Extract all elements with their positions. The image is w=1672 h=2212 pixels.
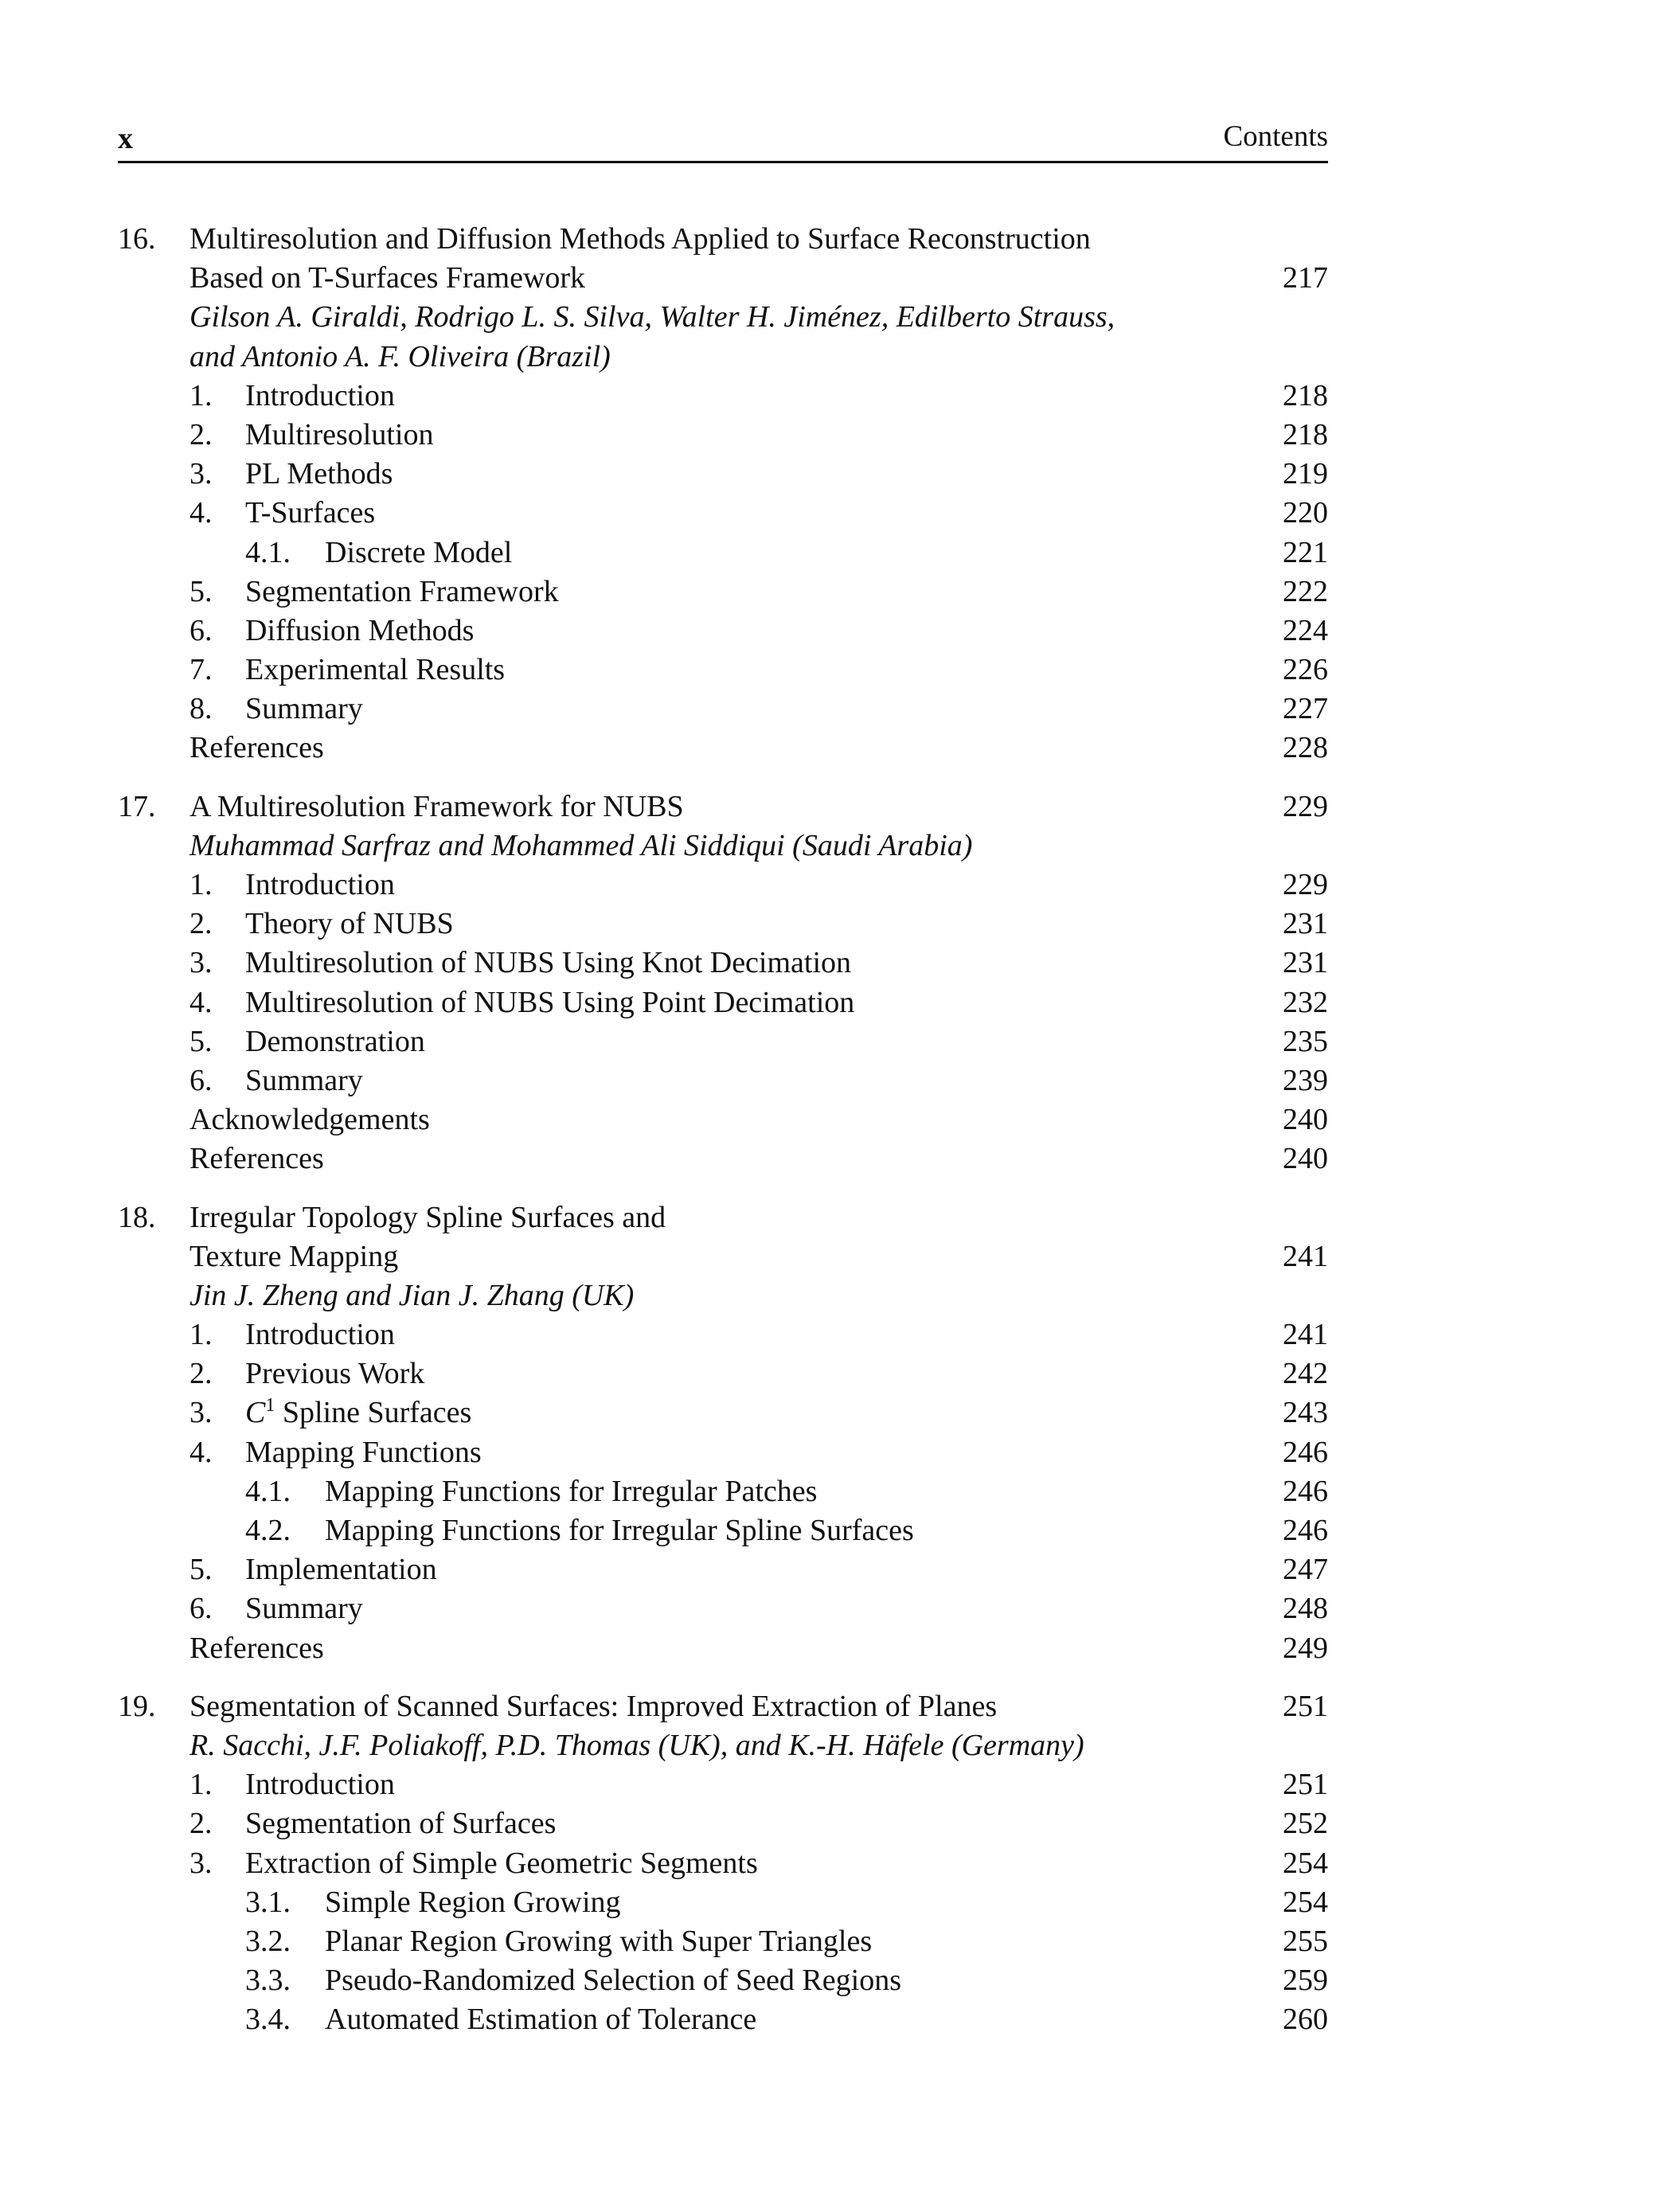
section-number: 3.: [189, 1846, 213, 1880]
toc-entry: [118, 612, 1328, 651]
chapter-title-continued: Texture Mapping: [189, 1239, 399, 1273]
section-page: 218: [1283, 417, 1328, 451]
subsection-page: 246: [1283, 1474, 1328, 1508]
section-page: 220: [1283, 496, 1328, 530]
section-title: Extraction of Simple Geometric Segments: [245, 1846, 758, 1880]
chapter-page: 251: [1283, 1689, 1328, 1723]
section-title: Summary: [245, 1592, 363, 1626]
subsection-number: 4.1.: [245, 1474, 291, 1508]
chapter-authors-row: [118, 827, 1328, 866]
subsection-page: 254: [1283, 1885, 1328, 1919]
chapter-16: [118, 220, 1328, 768]
chapter-title-row: [118, 1198, 1328, 1237]
acknowledgements-label: Acknowledgements: [189, 1103, 430, 1137]
section-title: Mapping Functions: [245, 1435, 482, 1469]
toc-entry: [118, 905, 1328, 944]
toc-entry: [118, 1804, 1328, 1843]
chapter-authors: R. Sacchi, J.F. Poliakoff, P.D. Thomas (UK), and K.-H. Häfele (Germany): [189, 1728, 1084, 1762]
chapter-title-row: [118, 787, 1328, 827]
section-number: 6.: [189, 1592, 213, 1626]
section-number: 1.: [189, 868, 213, 901]
references-label: References: [189, 731, 324, 765]
section-page: 242: [1283, 1357, 1328, 1391]
references-entry: [118, 729, 1328, 768]
chapter-19: [118, 1687, 1328, 2040]
toc-subentry: [118, 2000, 1328, 2039]
section-page: 254: [1283, 1846, 1328, 1880]
section-number: 4.: [189, 985, 213, 1019]
section-title: Introduction: [245, 378, 395, 412]
chapter-authors-row: [118, 298, 1328, 337]
chapter-title-continued: Based on T-Surfaces Framework: [189, 261, 586, 295]
toc-entry: [118, 1393, 1328, 1432]
acknowledgements-page: 240: [1283, 1103, 1328, 1137]
section-page: 227: [1283, 692, 1328, 726]
section-number: 3.: [189, 946, 213, 980]
section-title: Previous Work: [245, 1357, 425, 1391]
page-numeral: x: [118, 122, 133, 155]
toc-entry: [118, 416, 1328, 455]
section-title: T-Surfaces: [245, 496, 376, 530]
toc-entry: [118, 983, 1328, 1022]
section-title: Demonstration: [245, 1024, 425, 1058]
section-number: 3.: [189, 1396, 213, 1430]
math-symbol-c: C: [245, 1396, 266, 1430]
section-title: Experimental Results: [245, 653, 506, 687]
section-number: 5.: [189, 1024, 213, 1058]
toc-entry: [118, 573, 1328, 612]
section-page: 226: [1283, 653, 1328, 687]
chapter-title: Segmentation of Scanned Surfaces: Improved Extraction of Planes: [189, 1689, 998, 1723]
section-page: 252: [1283, 1807, 1328, 1841]
toc-subentry: [118, 533, 1328, 573]
section-title: Implementation: [245, 1553, 437, 1587]
section-page: 231: [1283, 907, 1328, 941]
subsection-number: 4.2.: [245, 1514, 291, 1547]
chapter-authors: Muhammad Sarfraz and Mohammed Ali Siddiqui (Saudi Arabia): [189, 828, 973, 862]
subsection-title: Mapping Functions for Irregular Patches: [325, 1474, 818, 1508]
references-label: References: [189, 1142, 324, 1176]
running-header: [118, 118, 1328, 161]
section-title: Spline Surfaces: [282, 1396, 472, 1430]
chapter-page: 217: [1283, 261, 1328, 295]
toc-subentry: [118, 1511, 1328, 1550]
toc-entry: [118, 690, 1328, 729]
section-number: 2.: [189, 1807, 213, 1841]
section-page: 251: [1283, 1768, 1328, 1802]
section-page: 239: [1283, 1063, 1328, 1097]
toc-entry: [118, 1315, 1328, 1354]
toc-entry: [118, 1061, 1328, 1100]
section-title: Theory of NUBS: [245, 907, 454, 941]
chapter-title: Multiresolution and Diffusion Methods Applied to Surface Reconstruction: [189, 222, 1091, 256]
chapter-title-row: [118, 259, 1328, 298]
references-page: 240: [1283, 1142, 1328, 1176]
section-title: Multiresolution of NUBS Using Point Decimation: [245, 985, 855, 1019]
toc-entry: [118, 944, 1328, 983]
toc-entry: [118, 1354, 1328, 1393]
chapter-title-row: [118, 1687, 1328, 1726]
section-page: 219: [1283, 457, 1328, 491]
section-page: 232: [1283, 985, 1328, 1019]
subsection-page: 221: [1283, 535, 1328, 569]
section-number: 5.: [189, 1553, 213, 1587]
toc-entry: [118, 1433, 1328, 1472]
section-page: 247: [1283, 1553, 1328, 1587]
toc-entry: [118, 1765, 1328, 1804]
section-page: 243: [1283, 1396, 1328, 1430]
section-page: 218: [1283, 378, 1328, 412]
section-number: 1.: [189, 1768, 213, 1802]
section-number: 7.: [189, 653, 213, 687]
chapter-17: [118, 787, 1328, 1179]
chapter-number: 18.: [118, 1200, 156, 1234]
superscript-one: 1: [265, 1395, 275, 1417]
section-number: 2.: [189, 1357, 213, 1391]
section-number: 8.: [189, 692, 213, 726]
section-title: Multiresolution: [245, 417, 434, 451]
chapter-title: A Multiresolution Framework for NUBS: [189, 789, 684, 823]
section-number: 1.: [189, 378, 213, 412]
subsection-page: 260: [1283, 2003, 1328, 2037]
section-title: Segmentation Framework: [245, 574, 559, 608]
toc-entry: [118, 866, 1328, 905]
section-page: 229: [1283, 868, 1328, 901]
acknowledgements-entry: [118, 1100, 1328, 1139]
section-number: 1.: [189, 1318, 213, 1352]
toc-entry: [118, 494, 1328, 533]
subsection-number: 3.2.: [245, 1924, 291, 1958]
section-page: 241: [1283, 1318, 1328, 1352]
toc-entry: [118, 455, 1328, 494]
table-of-contents: [118, 220, 1328, 2058]
references-page: 249: [1283, 1631, 1328, 1665]
references-entry: [118, 1629, 1328, 1668]
chapter-title: Irregular Topology Spline Surfaces and: [189, 1200, 666, 1234]
references-page: 228: [1283, 731, 1328, 765]
subsection-page: 255: [1283, 1924, 1328, 1958]
toc-entry: [118, 1589, 1328, 1628]
toc-entry: [118, 1022, 1328, 1061]
section-title: PL Methods: [245, 457, 393, 491]
toc-subentry: [118, 1961, 1328, 2000]
header-rule: [118, 161, 1328, 163]
section-number: 5.: [189, 574, 213, 608]
section-page: 235: [1283, 1024, 1328, 1058]
subsection-number: 3.4.: [245, 2003, 291, 2037]
subsection-page: 246: [1283, 1514, 1328, 1547]
section-title: Introduction: [245, 1318, 395, 1352]
section-title: Multiresolution of NUBS Using Knot Decimation: [245, 946, 852, 980]
chapter-authors: Gilson A. Giraldi, Rodrigo L. S. Silva, Walter H. Jiménez, Edilberto Strauss,: [189, 300, 1115, 334]
section-title: Introduction: [245, 1768, 395, 1802]
section-title-composite: [245, 1393, 471, 1432]
subsection-number: 3.1.: [245, 1885, 291, 1919]
chapter-18: [118, 1198, 1328, 1668]
subsection-title: Planar Region Growing with Super Triangles: [325, 1924, 873, 1958]
chapter-page: 229: [1283, 789, 1328, 823]
subsection-number: 3.3.: [245, 1964, 291, 1998]
toc-subentry: [118, 1472, 1328, 1511]
section-title: Summary: [245, 692, 363, 726]
chapter-authors-row: [118, 1726, 1328, 1765]
toc-entry: [118, 1550, 1328, 1589]
section-page: 222: [1283, 574, 1328, 608]
chapter-authors-row: [118, 1276, 1328, 1315]
section-title: Summary: [245, 1063, 363, 1097]
section-number: 4.: [189, 496, 213, 530]
toc-entry: [118, 651, 1328, 690]
chapter-authors-row: [118, 338, 1328, 377]
section-title: Segmentation of Surfaces: [245, 1807, 557, 1841]
subsection-title: Automated Estimation of Tolerance: [325, 2003, 757, 2037]
chapter-authors: Jin J. Zheng and Jian J. Zhang (UK): [189, 1278, 635, 1312]
section-title: Diffusion Methods: [245, 613, 475, 647]
references-entry: [118, 1139, 1328, 1178]
chapter-title-row: [118, 1237, 1328, 1276]
subsection-title: Discrete Model: [325, 535, 513, 569]
toc-entry: [118, 1844, 1328, 1883]
chapter-number: 16.: [118, 222, 156, 256]
chapter-authors-continued: and Antonio A. F. Oliveira (Brazil): [189, 339, 611, 373]
subsection-number: 4.1.: [245, 535, 291, 569]
chapter-title-row: [118, 220, 1328, 259]
section-page: 246: [1283, 1435, 1328, 1469]
toc-subentry: [118, 1922, 1328, 1961]
section-number: 2.: [189, 417, 213, 451]
section-page: 224: [1283, 613, 1328, 647]
running-title: Contents: [1223, 120, 1328, 153]
section-title: Introduction: [245, 868, 395, 901]
section-page: 231: [1283, 946, 1328, 980]
subsection-title: Pseudo-Randomized Selection of Seed Regions: [325, 1964, 901, 1998]
chapter-number: 17.: [118, 789, 156, 823]
section-number: 2.: [189, 907, 213, 941]
section-number: 4.: [189, 1435, 213, 1469]
subsection-title: Mapping Functions for Irregular Spline Surfaces: [325, 1514, 914, 1547]
chapter-page: 241: [1283, 1239, 1328, 1273]
section-number: 3.: [189, 457, 213, 491]
references-label: References: [189, 1631, 324, 1665]
section-page: 248: [1283, 1592, 1328, 1626]
subsection-page: 259: [1283, 1964, 1328, 1998]
toc-subentry: [118, 1883, 1328, 1922]
section-number: 6.: [189, 1063, 213, 1097]
section-number: 6.: [189, 613, 213, 647]
toc-entry: [118, 377, 1328, 416]
subsection-title: Simple Region Growing: [325, 1885, 621, 1919]
chapter-number: 19.: [118, 1689, 156, 1723]
